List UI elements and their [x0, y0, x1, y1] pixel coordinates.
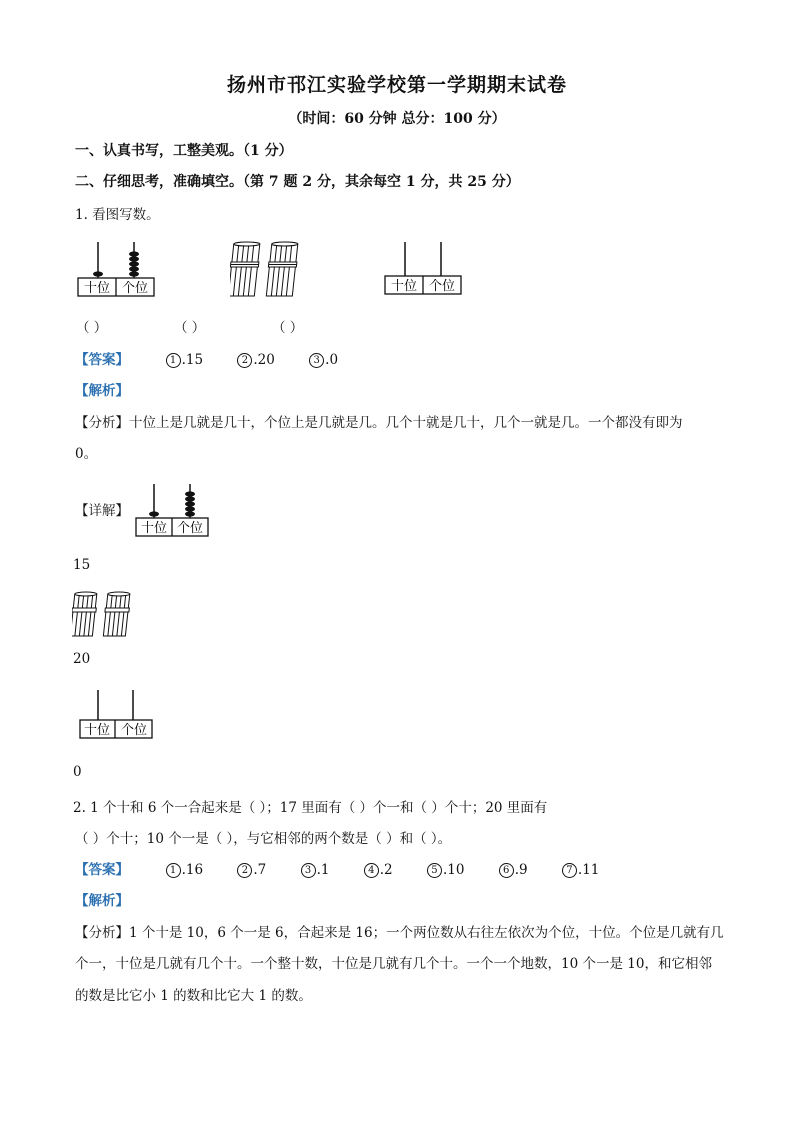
abacus-bead: [129, 266, 139, 271]
section-2-heading: 二、仔细思考，准确填空。（第 7 题 2 分，其余每空 1 分，共 25 分）: [75, 174, 520, 190]
q2-stem-line-2: （ ）个十；10 个一是（ ），与它相邻的两个数是（ ）和（ ）。: [75, 831, 452, 847]
q1-blank-3: （ ）: [272, 320, 304, 336]
abacus-bead: [185, 501, 195, 506]
exam-title: 扬州市邗江实验学校第一学期期末试卷: [226, 74, 567, 96]
detail-value-20: 20: [73, 651, 91, 667]
abacus-tens-label: 十位: [83, 723, 111, 738]
detail-abacus-15: [134, 482, 214, 538]
answer-tag: 【答案】: [75, 352, 129, 368]
answer-item: 4 .2: [364, 862, 393, 878]
abacus-figure-15: [76, 240, 158, 298]
abacus-bead: [185, 511, 195, 516]
q1-blank-1: （ ）: [76, 320, 108, 336]
stick-bundle: [102, 592, 131, 636]
q1-analysis-line-2: 0。: [75, 446, 98, 462]
abacus-bead: [185, 496, 195, 501]
abacus-figure-0: [383, 240, 465, 298]
detail-value-0: 0: [73, 764, 82, 780]
abacus-bead: [93, 271, 103, 276]
detail-value-15: 15: [73, 557, 91, 573]
q1-answer-row: [75, 348, 368, 368]
stick-bundles-figure-20: [230, 240, 310, 300]
abacus-bead: [129, 256, 139, 261]
abacus-bead: [129, 251, 139, 256]
answer-item: 1 .16: [166, 862, 203, 878]
q1-analysis-line-1: 【分析】十位上是几就是几十，个位上是几就是几。几个十就是几十，几个一就是几。一个都没有即为: [75, 415, 683, 431]
abacus-bead: [129, 261, 139, 266]
abacus-bead: [185, 491, 195, 496]
abacus-tens-label: 十位: [83, 281, 111, 296]
q2-analysis-line-3: 的数是比它小 1 的数和比它大 1 的数。: [75, 988, 312, 1004]
exam-subtitle: （时间：60 分钟 总分：100 分）: [288, 111, 506, 127]
stick-bundle: [265, 242, 299, 296]
answer-item: 2 .20: [237, 352, 274, 368]
answer-item: 2 .7: [237, 862, 266, 878]
answer-item: 6 .9: [499, 862, 528, 878]
answer-item: 1 .15: [166, 352, 203, 368]
detail-stick-bundles-20: [72, 590, 138, 638]
answer-item: 3 .1: [301, 862, 330, 878]
abacus-ones-label: 个位: [428, 279, 456, 294]
abacus-tens-label: 十位: [390, 279, 418, 294]
q2-analysis-line-1: 【分析】1 个十是 10，6 个一是 6，合起来是 16；一个两位数从右往左依次为个位，十位。个位是几就有几: [75, 925, 724, 941]
q1-stem: 1. 看图写数。: [75, 207, 160, 223]
stick-bundle: [230, 242, 261, 296]
q1-analysis-tag: 【解析】: [75, 383, 129, 399]
answer-item: 7 .11: [562, 862, 599, 878]
q2-answer-row: [75, 858, 629, 878]
q2-analysis-tag: 【解析】: [75, 893, 129, 909]
abacus-bead: [149, 511, 159, 516]
q2-analysis-line-2: 个一，十位是几就有几个十。一个整十数，十位是几就有几个十。一个一个地数，10 个一是 10，和它相邻: [75, 956, 712, 972]
q1-blank-2: （ ）: [174, 320, 206, 336]
detail-abacus-0: [78, 688, 156, 742]
section-1-heading: 一、认真书写，工整美观。（1 分）: [75, 143, 293, 159]
q2-stem-line-1: 2. 1 个十和 6 个一合起来是（ ）；17 里面有（ ）个一和（ ）个十；20 里面有: [73, 800, 548, 816]
abacus-bead: [185, 506, 195, 511]
stick-bundle: [72, 592, 98, 636]
abacus-ones-label: 个位: [176, 521, 204, 536]
answer-item: 5 .10: [427, 862, 464, 878]
answer-tag: 【答案】: [75, 862, 129, 878]
abacus-ones-label: 个位: [120, 723, 148, 738]
abacus-bead: [129, 271, 139, 276]
abacus-tens-label: 十位: [140, 521, 168, 536]
abacus-ones-label: 个位: [121, 281, 149, 296]
answer-item: 3 .0: [309, 352, 338, 368]
q1-detail-tag: 【详解】: [75, 503, 129, 519]
